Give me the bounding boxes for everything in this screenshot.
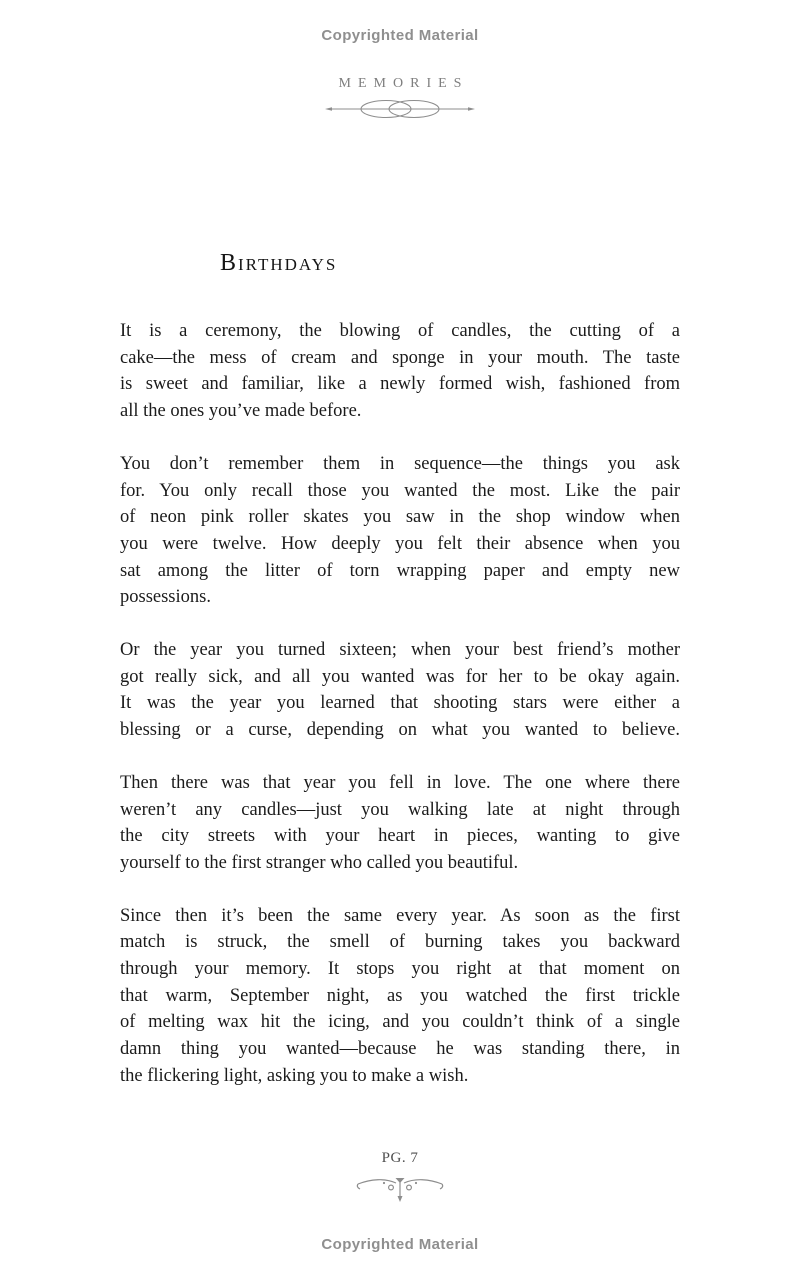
- book-title: MEMORIES: [338, 76, 469, 91]
- body-line: for. You only recall those you wanted the most. Like the pair: [120, 480, 680, 501]
- body-line: blessing or a curse, depending on what you wanted to believe.: [120, 720, 680, 741]
- body-line: weren’t any candles—just you walking late at night through: [120, 799, 680, 820]
- body-line: got really sick, and all you wanted was for her to be okay again.: [120, 666, 680, 687]
- body-line: You don’t remember them in sequence—the things you ask: [120, 453, 680, 474]
- body-text: [120, 318, 680, 1090]
- paragraph: [120, 903, 680, 1090]
- body-line: you were twelve. How deeply you felt their absence when you: [120, 533, 680, 554]
- body-line: Since then it’s been the same every year. As soon as the first: [120, 905, 680, 926]
- body-line: damn thing you wanted—because he was standing there, in: [120, 1039, 680, 1060]
- infinity-knot-flourish-icon: [325, 96, 475, 127]
- body-line: yourself to the first stranger who called you beautiful.: [120, 852, 519, 873]
- paragraph: [120, 318, 680, 425]
- body-line: cake—the mess of cream and sponge in your mouth. The taste: [120, 347, 680, 368]
- body-line: all the ones you’ve made before.: [120, 401, 362, 422]
- body-line: of melting wax hit the icing, and you couldn’t think of a single: [120, 1012, 680, 1033]
- body-line: It was the year you learned that shooting stars were either a: [120, 693, 680, 714]
- chapter-title: Birthdays: [220, 250, 338, 276]
- body-line: Or the year you turned sixteen; when your best friend’s mother: [120, 640, 680, 661]
- fleuron-divider-icon: [355, 1174, 445, 1209]
- body-line: that warm, September night, as you watched the first trickle: [120, 985, 680, 1006]
- paragraph: [120, 770, 680, 877]
- body-line: the city streets with your heart in pieces, wanting to give: [120, 826, 680, 847]
- body-line: match is struck, the smell of burning takes you backward: [120, 932, 680, 953]
- body-line: It is a ceremony, the blowing of candles, the cutting of a: [120, 321, 680, 341]
- body-line: through your memory. It stops you right at that moment on: [120, 959, 680, 980]
- body-line: sat among the litter of torn wrapping paper and empty new: [120, 560, 680, 581]
- body-line: is sweet and familiar, like a newly formed wish, fashioned from: [120, 374, 680, 395]
- paragraph: [120, 451, 680, 611]
- body-line: the flickering light, asking you to make a wish.: [120, 1065, 469, 1086]
- copyright-banner-top: Copyrighted Material: [321, 27, 479, 44]
- page-number: PG. 7: [381, 1150, 419, 1166]
- body-line: possessions.: [120, 587, 211, 608]
- body-line: Then there was that year you fell in love. The one where there: [120, 772, 680, 793]
- copyright-banner-bottom: Copyrighted Material: [321, 1236, 479, 1253]
- body-line: of neon pink roller skates you saw in the shop window when: [120, 507, 680, 528]
- paragraph: [120, 637, 680, 744]
